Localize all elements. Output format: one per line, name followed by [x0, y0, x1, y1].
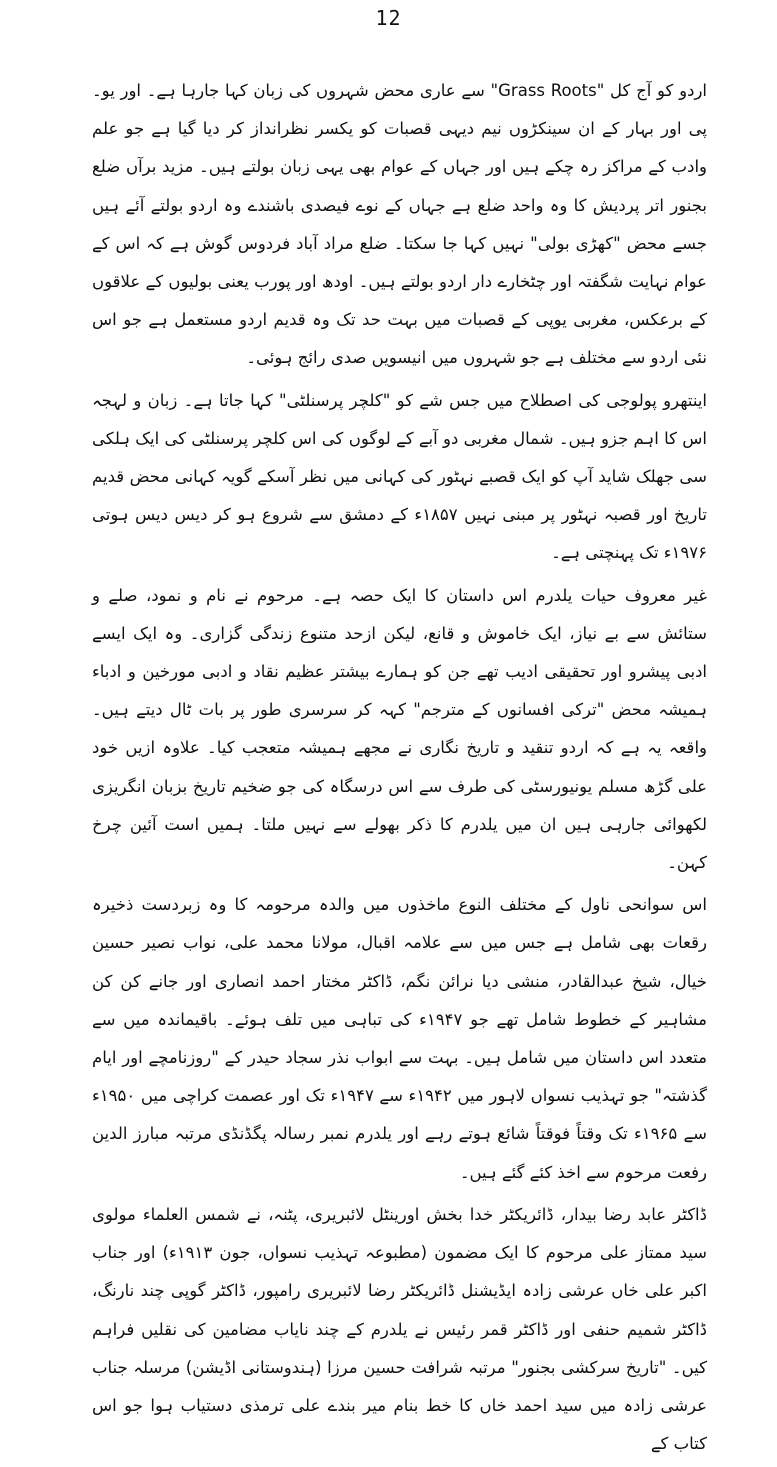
paragraph-5: ڈاکٹر عابد رضا بیدار، ڈائریکٹر خدا بخش اورینٹل لائبریری، پٹنہ، نے شمس العلماء مولوی سید ممتاز علی مرحوم کا ایک مضمون (مطبوعہ تہذیب نسواں، جون ۱۹۱۳ء) اور جناب اکبر علی خاں عرشی زادہ ایڈیشنل ڈائریکٹر رضا لائبریری رامپور، ڈاکٹر گوپی چند نارنگ، ڈاکٹر شمیم حنفی اور ڈاکٹر قمر رئیس نے یلدرم کے چند نایاب مضامین کی نقلیں فراہم کیں۔ "تاریخ سرکشی بجنور" مرتبہ شرافت حسین مرزا (ہندوستانی اڈیشن) مرسلہ جناب عرشی زادہ میں سید احمد خاں کا خط بنام میر بندے علی ترمذی دستیاب ہوا جو اس کتاب کے	[92, 1204, 707, 1454]
paragraph-3: غیر معروف حیات یلدرم اس داستان کا ایک حصہ ہے۔ مرحوم نے نام و نمود، صلے و ستائش سے بے نیاز، ایک خاموش و قانع، لیکن ازحد متنوع زندگی گزاری۔ وہ ایک ایسے ادبی پیشرو اور تحقیقی ادیب تھے جن کو ہمارے بیشتر عظیم نقاد و ادبی مورخین و ادباء ہمیشہ محض "ترکی افسانوں کے مترجم" کہہ کر سرسری طور پر بات ٹال دیتے ہیں۔ واقعہ یہ ہے کہ اردو تنقید و تاریخ نگاری نے مجھے ہمیشہ متعجب کیا۔ علاوہ ازیں خود علی گڑھ مسلم یونیورسٹی کی طرف سے اس درسگاہ کی جو ضخیم تاریخ بزبان انگریزی لکھوائی جارہی ہیں ان میں یلدرم کا ذکر بھولے سے نہیں ملتا۔ ہمیں است آئین چرخ کہن۔	[92, 585, 707, 873]
paragraph-4: اس سوانحی ناول کے مختلف النوع ماخذوں میں والدہ مرحومہ کا وہ زبردست ذخیرہ رقعات بھی شامل ہے جس میں سے علامہ اقبال، مولانا محمد علی، نواب نصیر حسین خیال، شیخ عبدالقادر، منشی دیا نرائن نگم، ڈاکٹر مختار احمد انصاری اور جانے کن کن مشاہیر کے خطوط شامل تھے جو ۱۹۴۷ء کی تباہی میں تلف ہوئے۔ باقیماندہ میں سے متعدد اس داستان میں شامل ہیں۔ بہت سے ابواب نذر سجاد حیدر کے "روزنامچے اور ایام گذشتہ" جو تہذیب نسواں لاہور میں ۱۹۴۲ء سے ۱۹۴۷ء تک اور عصمت کراچی میں ۱۹۵۰ء سے ۱۹۶۵ء تک وقتاً فوقتاً شائع ہوتے رہے اور یلدرم نمبر رسالہ پگڈنڈی مرتبہ مبارز الدین رفعت مرحوم سے اخذ کئے گئے ہیں۔	[92, 895, 707, 1182]
body-text	[92, 72, 707, 1467]
page-number: 12	[375, 6, 402, 30]
paragraph-2: اینتھرو پولوجی کی اصطلاح میں جس شے کو "کلچر پرسنلٹی" کہا جاتا ہے۔ زبان و لہجہ اس کا اہم جزو ہیں۔ شمال مغربی دو آبے کے لوگوں کی اس کلچر پرسنلٹی کی ایک ہلکی سی جھلک شاید آپ کو ایک قصبے نہٹور کی کہانی میں نظر آسکے گویہ کہانی محض قدیم تاریخ اور قصبہ نہٹور پر مبنی نہیں ۱۸۵۷ء کے دمشق سے شروع ہو کر دیس دیس ہوتی ۱۹۷۶ء تک پہنچتی ہے۔	[92, 390, 707, 563]
paragraph-1: اردو کو آج کل "Grass Roots" سے عاری محض شہروں کی زبان کہا جارہا ہے۔ اور یو۔ پی اور بہار کے ان سینکڑوں نیم دیہی قصبات کو یکسر نظرانداز کر دیا گیا ہے جو علم وادب کے مراکز رہ چکے ہیں اور جہاں کے عوام بھی یہی زبان بولتے ہیں۔ مزید برآں ضلع بجنور اتر پردیش کا وہ واحد ضلع ہے جہاں کے نوے فیصدی باشندے وہ اردو بولتے آئے ہیں جسے محض "کھڑی بولی" نہیں کہا جا سکتا۔ ضلع مراد آباد فردوس گوش ہے کہ اس کے عوام نہایت شگفتہ اور چٹخارے دار اردو بولتے ہیں۔ اودھ اور پورب یعنی بولیوں کے علاقوں کے برعکس، مغربی یوپی کے قصبات میں بہت حد تک وہ قدیم اردو مستعمل ہے جو اس نئی اردو سے مختلف ہے جو شہروں میں انیسویں صدی رائج ہوئی۔	[92, 81, 707, 368]
